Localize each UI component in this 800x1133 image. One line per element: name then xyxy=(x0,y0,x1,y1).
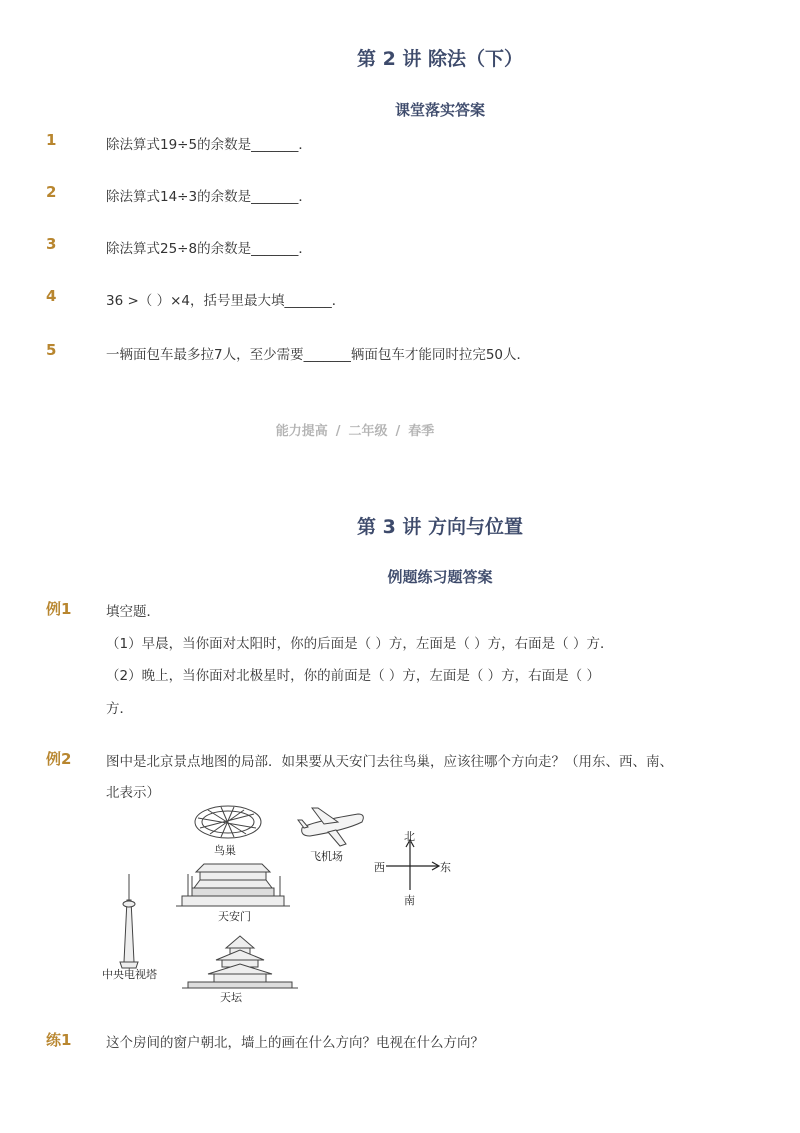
lesson-3-section-title: 例题练习题答案 xyxy=(387,568,493,586)
footer-grade: 二年级 xyxy=(348,424,388,439)
example-2-line-1: 图中是北京景点地图的局部．如果要从天安门去往鸟巢，应该往哪个方向走？（用东、西、南、 xyxy=(106,754,673,770)
question-3-number: 3 xyxy=(46,235,57,253)
example-1-line-1: 填空题． xyxy=(106,604,160,620)
tiananmen-icon xyxy=(176,864,290,906)
compass-icon xyxy=(386,840,439,890)
question-4-text: 36 >（ ）×4，括号里最大填_______． xyxy=(106,293,346,309)
question-5-text: 一辆面包车最多拉7人，至少需要_______辆面包车才能同时拉完50人． xyxy=(106,347,531,363)
example-1-line-3: （2）晚上，当你面对北极星时，你的前面是（ ）方，左面是（ ）方，右面是（ ） xyxy=(106,668,600,684)
question-3-text: 除法算式25÷8的余数是_______． xyxy=(106,241,312,257)
lesson-3-title: 第 3 讲 方向与位置 xyxy=(356,516,524,538)
tiananmen-label: 天安门 xyxy=(218,910,251,923)
temple-of-heaven-icon xyxy=(182,936,298,988)
footer-separator: / xyxy=(335,424,341,439)
practice-1-text: 这个房间的窗户朝北，墙上的画在什么方向？电视在什么方向？ xyxy=(106,1035,484,1051)
example-2-label: 例2 xyxy=(46,750,72,768)
footer-season: 春季 xyxy=(408,424,435,439)
bird-nest-icon xyxy=(195,806,261,838)
airplane-icon xyxy=(298,808,363,846)
beijing-map-figure xyxy=(96,800,476,1010)
cctv-tower-label: 中央电视塔 xyxy=(102,968,157,981)
question-5-number: 5 xyxy=(46,341,57,359)
example-2-line-2: 北表示） xyxy=(106,785,160,801)
footer-separator: / xyxy=(395,424,401,439)
lesson-2-section-title: 课堂落实答案 xyxy=(394,101,485,119)
question-2-number: 2 xyxy=(46,183,57,201)
temple-of-heaven-label: 天坛 xyxy=(220,991,242,1004)
lesson-2-title: 第 2 讲 除法（下） xyxy=(356,48,524,70)
compass-west-label: 西 xyxy=(374,861,385,874)
practice-1-label: 练1 xyxy=(46,1031,72,1049)
question-2-text: 除法算式14÷3的余数是_______． xyxy=(106,189,312,205)
bird-nest-label: 鸟巢 xyxy=(214,844,236,857)
example-1-line-4: 方． xyxy=(106,701,133,717)
example-1-label: 例1 xyxy=(46,600,72,618)
question-4-number: 4 xyxy=(46,287,57,305)
airport-label: 飞机场 xyxy=(310,850,343,863)
footer-course: 能力提高 xyxy=(275,424,328,439)
cctv-tower-icon xyxy=(120,874,138,968)
example-1-line-2: （1）早晨，当你面对太阳时，你的后面是（ ）方，左面是（ ）方，右面是（ ）方． xyxy=(106,636,614,652)
compass-south-label: 南 xyxy=(404,894,415,907)
compass-east-label: 东 xyxy=(440,861,451,874)
page-footer xyxy=(0,420,710,439)
compass-north-label: 北 xyxy=(404,830,415,843)
question-1-number: 1 xyxy=(46,131,57,149)
question-1-text: 除法算式19÷5的余数是_______． xyxy=(106,137,312,153)
